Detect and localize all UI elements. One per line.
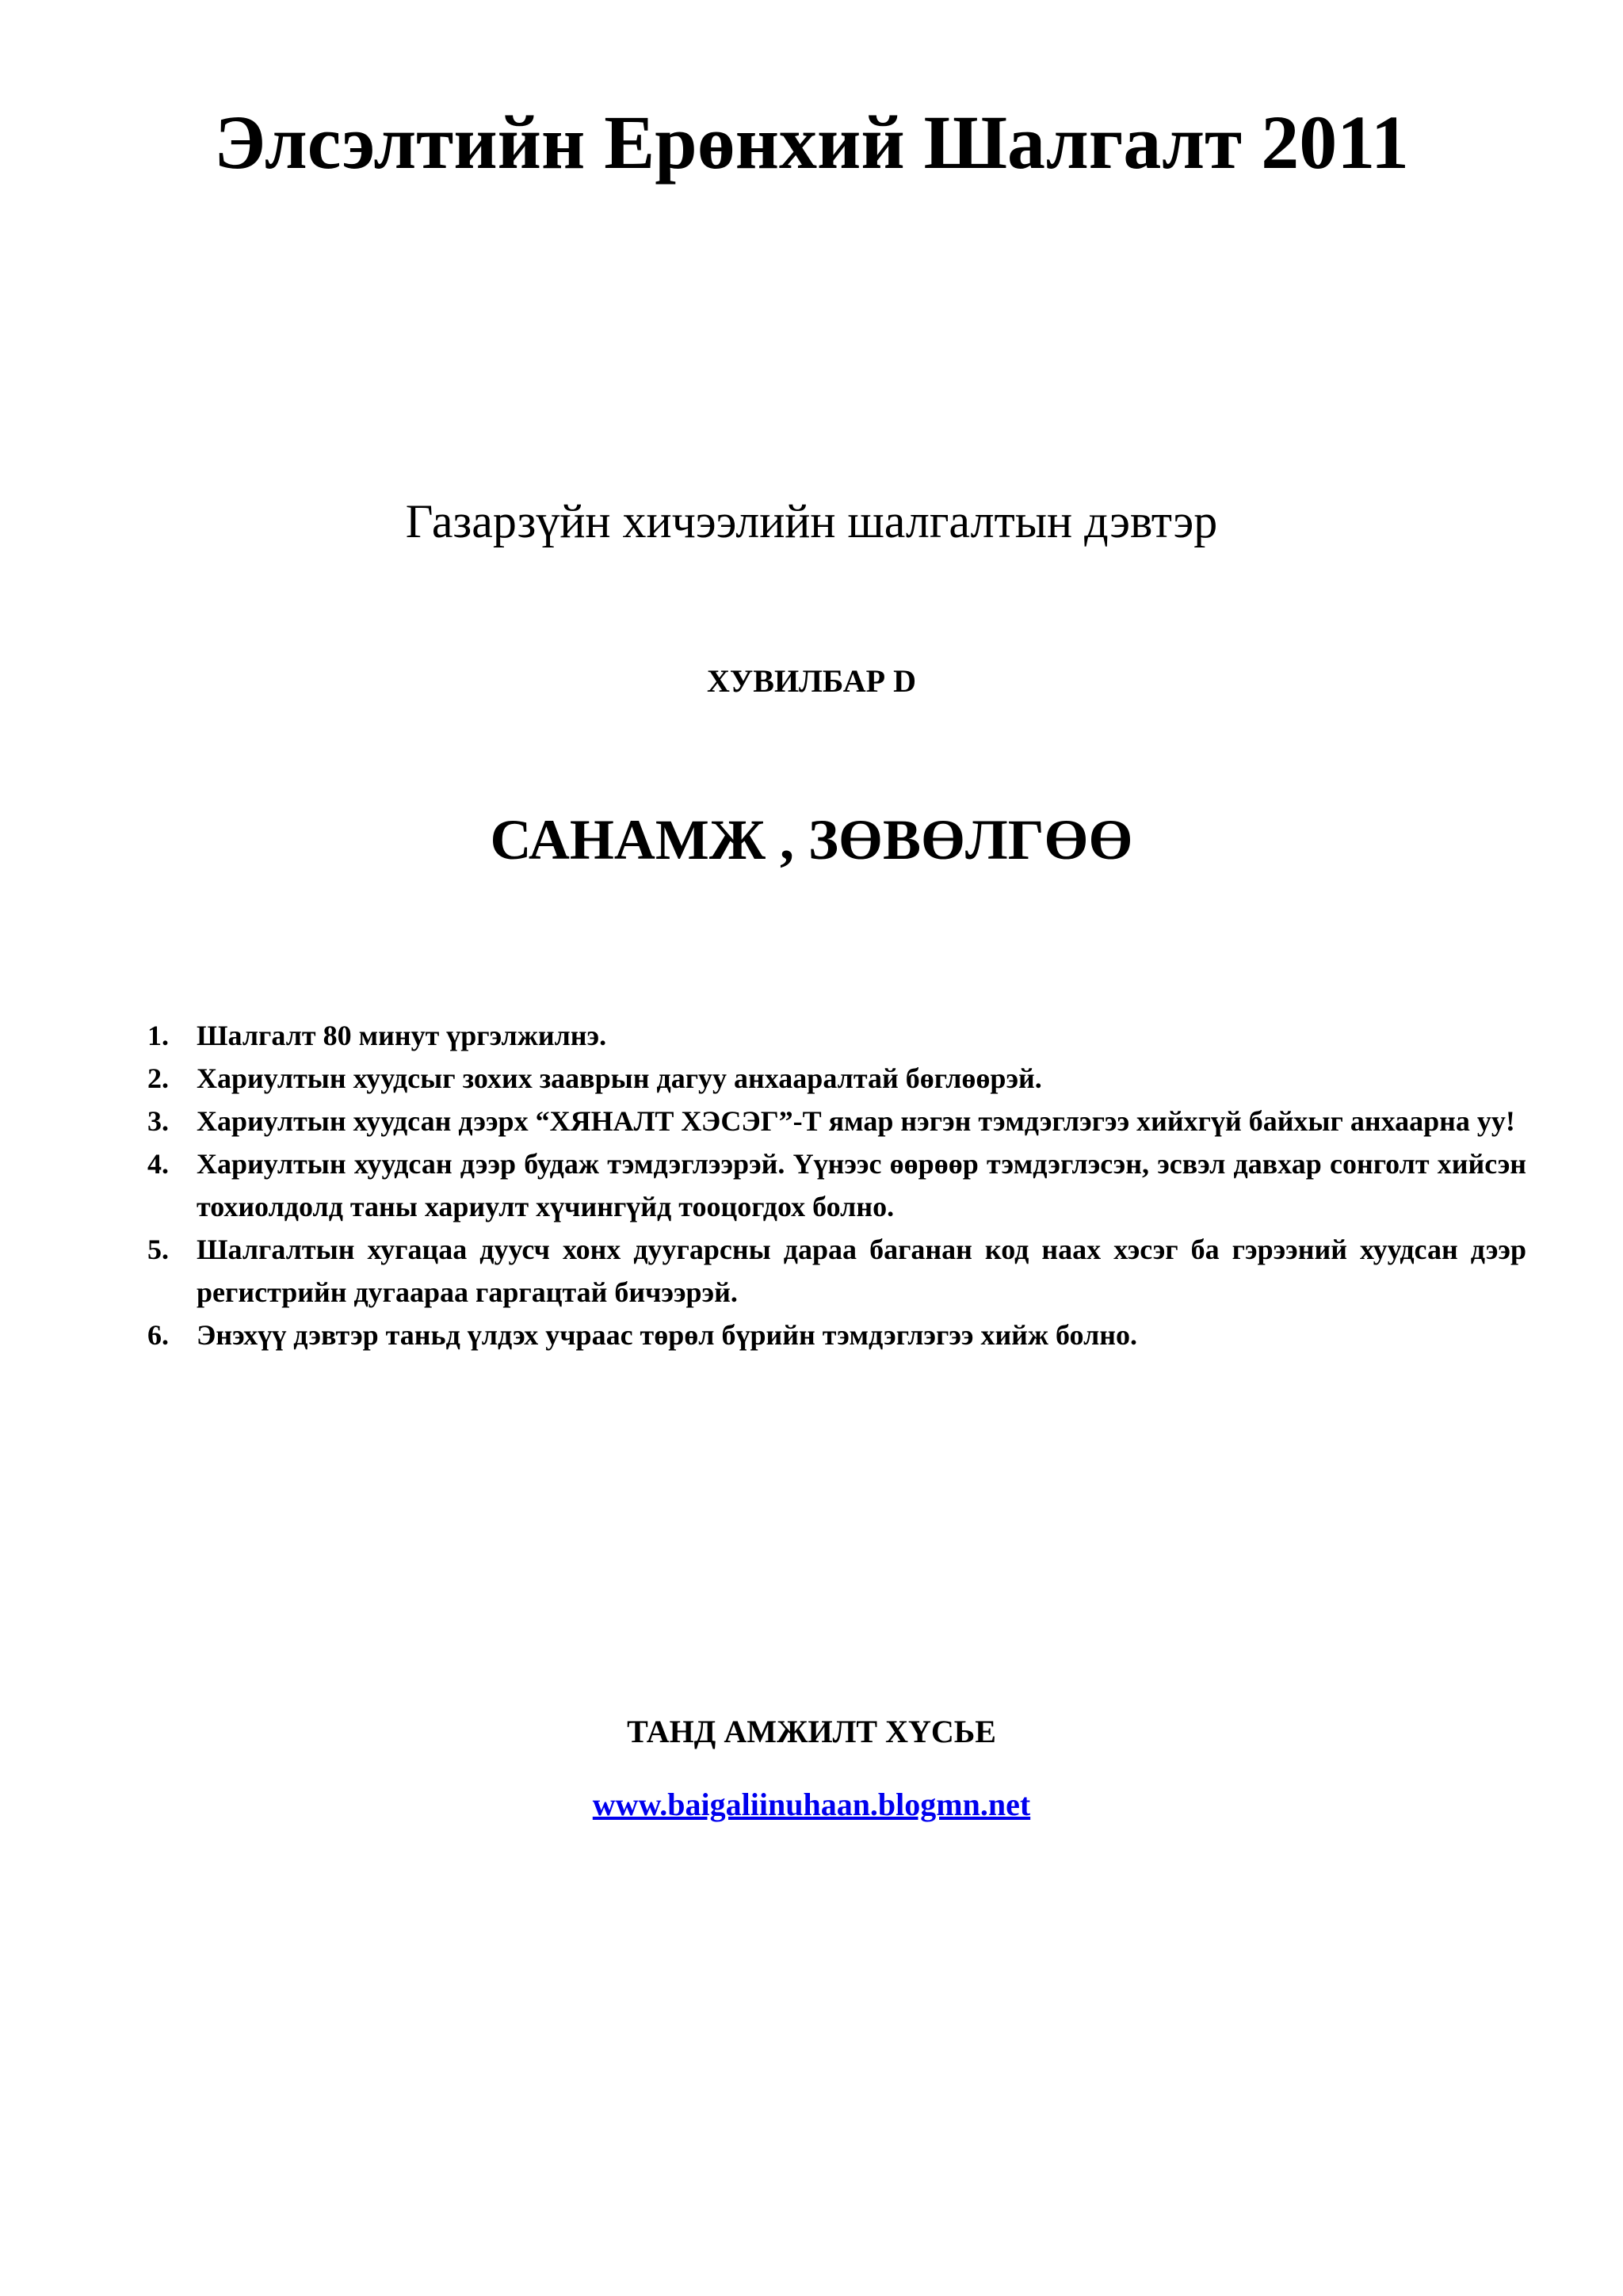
instruction-number: 6. [147,1319,169,1351]
instruction-number: 1. [147,1020,169,1051]
instruction-number: 3. [147,1105,169,1137]
instruction-text: Хариултын хуудсан дээр будаж тэмдэглээрэй. Үүнээс өөрөөр тэмдэглэсэн, эсвэл давхар сонголт хийсэн тохиолдолд таны хариулт хүчингүйд тооцогдох болно. [197,1148,1526,1222]
exam-booklet-subtitle: Газарзүйн хичээлийн шалгалтын дэвтэр [405,495,1218,547]
website-link[interactable]: www.baigaliinuhaan.blogmn.net [592,1787,1031,1822]
instruction-item [147,1314,1526,1356]
variant-label: ХУВИЛБАР D [707,663,916,699]
website-link-container [0,1783,1623,1827]
instruction-number: 2. [147,1062,169,1094]
page-title: Элсэлтийн Ерөнхий Шалгалт 2011 [214,100,1409,185]
instruction-item [147,1014,1526,1057]
closing-wish: ТАНД АМЖИЛТ ХҮСЬЕ [627,1714,996,1749]
instruction-text: Шалгалтын хугацаа дуусч хонх дуугарсны дараа баганан код наах хэсэг ба гэрээний хуудсан дээр регистрийн дугаараа гаргацтай бичээрэй. [197,1234,1526,1308]
instruction-item [147,1228,1526,1314]
instruction-text: Хариултын хуудсыг зохих зааврын дагуу анхааралтай бөглөөрэй. [197,1062,1042,1094]
instruction-number: 5. [147,1234,169,1265]
instruction-item [147,1142,1526,1228]
instruction-item [147,1100,1526,1142]
instruction-number: 4. [147,1148,169,1180]
instruction-text: Хариултын хуудсан дээрх “ХЯНАЛТ ХЭСЭГ”-Т ямар нэгэн тэмдэглэгээ хийхгүй байхыг анхаарна уу! [197,1105,1515,1137]
instruction-item [147,1057,1526,1100]
instruction-text: Шалгалт 80 минут үргэлжилнэ. [197,1020,607,1051]
instruction-text: Энэхүү дэвтэр таньд үлдэх учраас төрөл бүрийн тэмдэглэгээ хийж болно. [197,1319,1138,1351]
instructions-list [147,1014,1526,1356]
notice-heading: САНАМЖ , ЗӨВӨЛГӨӨ [490,808,1133,871]
